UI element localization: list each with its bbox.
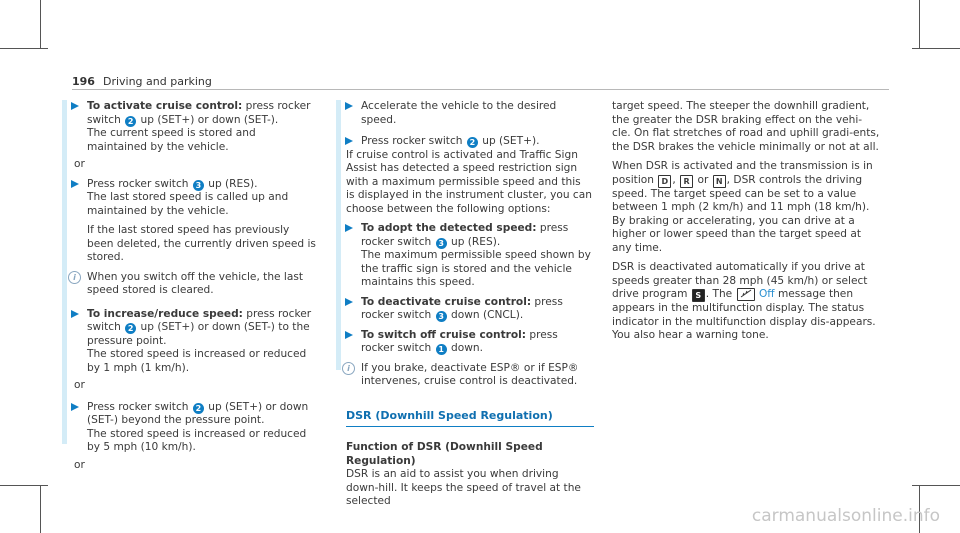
step-text: press rocker switch (87, 307, 312, 333)
info-icon: i (68, 271, 81, 284)
step-arrow-icon (345, 224, 353, 232)
step-detail: If the last stored speed has previously been deleted, the currently driven speed is stored. (87, 224, 316, 263)
callout-number: 2 (467, 137, 478, 148)
step-text: Accelerate the vehicle to the desired speed. (361, 100, 557, 126)
step-arrow-icon (71, 180, 79, 188)
step-text: up (RES). (447, 235, 501, 248)
step-text: press rocker switch (361, 328, 558, 354)
or-label: or (74, 458, 85, 471)
page-header (72, 75, 212, 88)
step-result: The last stored speed is called up and maintained by the vehicle. (87, 191, 289, 217)
paragraph (612, 160, 880, 255)
callout-number: 3 (436, 238, 447, 249)
step-text: up (SET+). (478, 135, 540, 147)
step-result: The maximum permissible speed shown by the traffic sign is stored and the vehicle maintains this speed. (361, 249, 591, 288)
crop-mark (912, 485, 960, 486)
watermark: carmanualsonline.info (751, 506, 940, 526)
step-heading: To switch off cruise control: (361, 328, 527, 341)
note (336, 362, 592, 389)
callout-number: 1 (436, 344, 447, 355)
step-arrow-icon (345, 298, 353, 306)
or-label: or (74, 158, 85, 170)
step-text: down. (447, 342, 483, 354)
paragraph: DSR is an aid to assist you when driving down-hill. It keeps the speed of travel at the selected (346, 468, 581, 507)
step-text: press rocker switch (87, 100, 311, 126)
paragraph-text: DSR is deactivated automatically if you drive at speeds greater than 28 mph (45 km/h) or select drive program (612, 261, 868, 300)
step-arrow-icon (345, 102, 353, 110)
step-arrow-icon (345, 137, 353, 145)
step-result: The stored speed is increased or reduced by 5 mph (10 km/h). (87, 427, 307, 453)
crop-mark (40, 485, 41, 533)
crop-mark (0, 48, 48, 49)
instruction-step (62, 308, 318, 376)
crop-mark (0, 485, 48, 486)
crop-mark (40, 0, 41, 48)
section-title: DSR (Downhill Speed Regulation) (346, 408, 553, 422)
instruction-step (336, 329, 592, 356)
step-text: Press rocker switch (361, 135, 466, 147)
paragraph-text: When DSR is activated and the transmission is in position (612, 160, 873, 186)
paragraph (612, 261, 880, 343)
callout-number: 3 (193, 180, 204, 191)
column-2 (336, 100, 592, 509)
paragraph: If cruise control is activated and Traffic Sign Assist has detected a speed restriction sign with a maximum permissible speed and this is displayed in the instrument cluster, you can choose between the following options: (346, 148, 592, 215)
step-heading: To activate cruise control: (87, 100, 243, 112)
paragraph-text: or (694, 173, 712, 186)
column-3 (612, 100, 880, 349)
step-result: The current speed is stored and maintained by the vehicle. (87, 127, 256, 153)
step-heading: To adopt the detected speed: (361, 222, 537, 234)
callout-number: 3 (436, 311, 447, 322)
instruction-step (336, 135, 592, 149)
instruction-step (336, 100, 592, 127)
step-text: down (CNCL). (447, 309, 524, 321)
section-rule (346, 426, 594, 427)
callout-number: 2 (193, 403, 204, 414)
step-text: up (SET+) or down (SET-). (137, 113, 279, 126)
header-rule (72, 89, 889, 90)
instruction-step (336, 296, 592, 323)
instruction-step (62, 401, 318, 455)
step-text: press rocker switch (361, 222, 569, 248)
callout-number: 2 (125, 116, 136, 127)
step-arrow-icon (345, 331, 353, 339)
step-arrow-icon (71, 403, 79, 411)
paragraph-text: , (672, 173, 680, 186)
subsection-title: Function of DSR (Downhill Speed Regulation) (346, 441, 543, 467)
step-text: up (RES). (204, 177, 258, 190)
paragraph-text: . The (705, 288, 736, 300)
note (62, 271, 318, 298)
gear-n-key: N (713, 175, 726, 188)
step-heading: To increase/reduce speed: (87, 307, 243, 320)
page-number: 196 (72, 75, 95, 88)
step-result: The stored speed is increased or reduced by 1 mph (1 km/h). (87, 348, 307, 374)
step-arrow-icon (71, 310, 79, 318)
crop-mark (919, 0, 920, 48)
gear-d-key: D (658, 175, 671, 188)
section-name: Driving and parking (102, 75, 212, 88)
step-text: Press rocker switch (87, 400, 192, 413)
note-text: When you switch off the vehicle, the last speed stored is cleared. (87, 270, 304, 296)
drive-program-s-key: S (692, 289, 705, 302)
step-heading: To deactivate cruise control: (361, 295, 532, 308)
step-text: Press rocker switch (87, 177, 192, 190)
paragraph-text: , DSR controls the driving speed. The target speed can be set to a value between 1 mph (2 km/h) and 11 mph (18 km/h). By braking or accelerating, you can drive at a higher or lower speed than the target speed at any time. (612, 173, 870, 254)
note-text: If you brake, deactivate ESP® or if ESP® intervenes, cruise control is deactivated. (361, 361, 579, 387)
step-text: up (SET+) or down (SET-) beyond the pressure point. (87, 400, 309, 426)
gear-r-key: R (680, 175, 693, 188)
step-text: up (SET+) or down (SET-) to the pressure point. (87, 321, 310, 347)
instruction-step (62, 178, 318, 265)
crop-mark (912, 48, 960, 49)
off-label: Off (758, 288, 775, 300)
dsr-symbol-icon (737, 288, 755, 301)
step-arrow-icon (71, 102, 79, 110)
step-text: press rocker switch (361, 295, 563, 321)
instruction-step (336, 222, 592, 290)
info-icon: i (342, 362, 355, 375)
paragraph: target speed. The steeper the downhill gradient, the greater the DSR braking effect on the vehi-cle. On flat stretches of road and uphill gradi-ents, the DSR brakes the vehicle minimally or not at all. (612, 100, 880, 153)
callout-number: 2 (125, 323, 136, 334)
column-1 (62, 100, 318, 478)
or-label: or (74, 379, 85, 391)
paragraph-text: message then appears in the multifunction display. The status indicator in the multifunction display dis-appears. You also hear a warning tone. (612, 288, 876, 341)
instruction-step (62, 100, 318, 154)
